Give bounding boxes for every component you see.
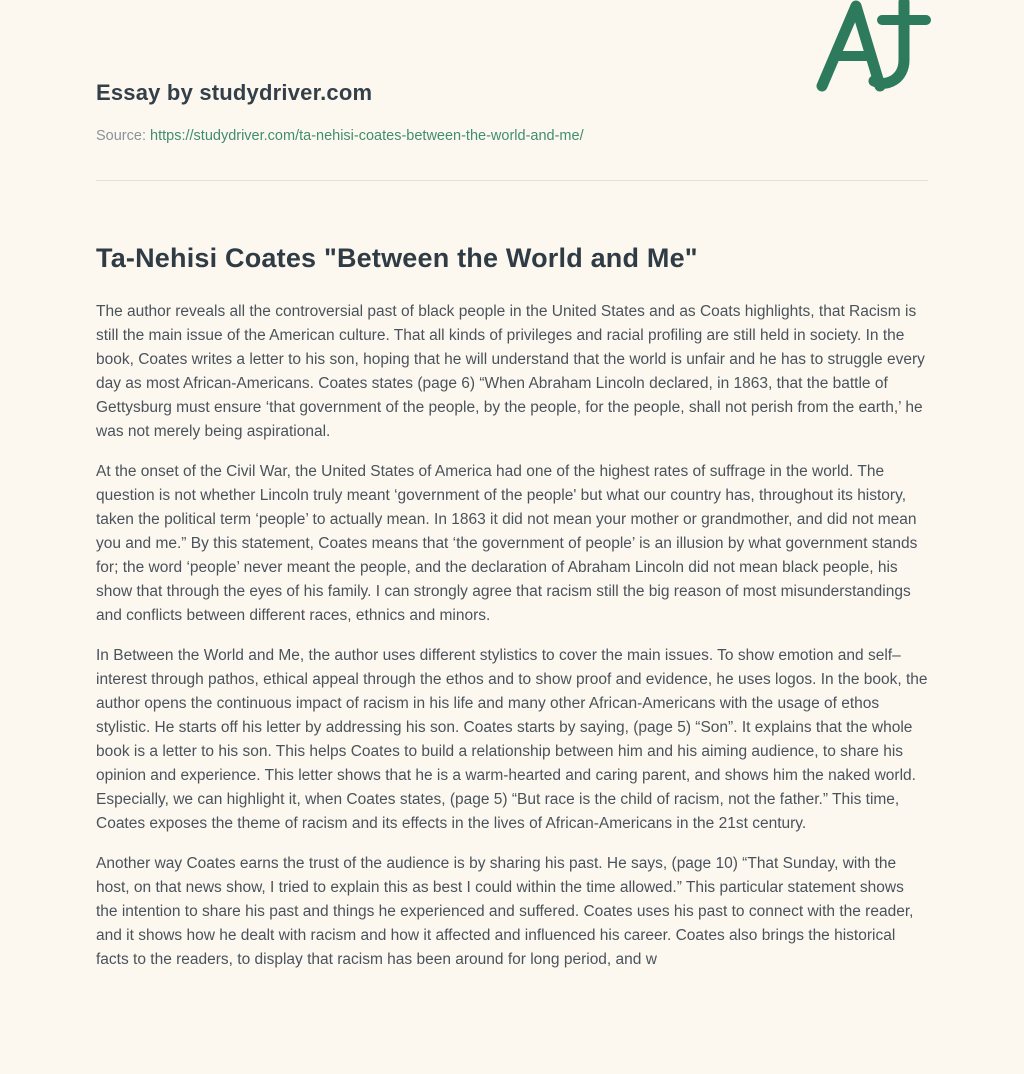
paragraph-2: At the onset of the Civil War, the United States of America had one of the highest rates of suffrage in the world. The question is not whether Lincoln truly meant ‘government of the people' but what our country has, throughout its history, taken the political term ‘people’ to actually mean. In 1863 it did not mean your mother or grandmother, and did not mean you and me.” By this statement, Coates means that ‘the government of people’ is an illusion by what government stands for; the word ‘people’ never meant the people, and the declaration of Abraham Lincoln did not mean black people, his show that through the eyes of his family. I can strongly agree that racism still the big reason of most misunderstandings and conflicts between different races, ethnics and minors. bbox=[96, 463, 918, 624]
site-title: Essay by studydriver.com bbox=[96, 80, 373, 105]
source-label: Source: bbox=[96, 128, 146, 144]
source-url-link[interactable]: https://studydriver.com/ta-nehisi-coates-between-the-world-and-me/ bbox=[150, 128, 584, 144]
article-body bbox=[96, 300, 928, 972]
page-header bbox=[96, 0, 928, 144]
studydriver-logo bbox=[814, 0, 932, 92]
article-title: Ta-Nehisi Coates "Between the World and Me" bbox=[96, 243, 698, 273]
source-line bbox=[96, 128, 928, 144]
paragraph-1: The author reveals all the controversial past of black people in the United States and as Coats highlights, that Racism is still the main issue of the American culture. That all kinds of privileges and racial profiling are still held in society. In the book, Coates writes a letter to his son, hoping that he will understand that the world is unfair and he has to struggle every day as most African-Americans. Coates states (page 6) “When Abraham Lincoln declared, in 1863, that the battle of Gettysburg must ensure ‘that government of the people, by the people, for the people, shall not perish from the earth,’ he was not merely being aspirational. bbox=[96, 303, 925, 440]
studydriver-logo-icon bbox=[814, 0, 932, 92]
paragraph-3: In Between the World and Me, the author uses different stylistics to cover the main issues. To show emotion and self–interest through pathos, ethical appeal through the ethos and to show proof and evidence, he uses logos. In the book, the author opens the continuous impact of racism in his life and many other African-Americans with the usage of ethos stylistic. He starts off his letter by addressing his son. Coates starts by saying, (page 5) “Son”. It explains that the whole book is a letter to his son. This helps Coates to build a relationship between him and his aiming audience, to share his opinion and experience. This letter shows that he is a warm-hearted and caring parent, and shows him the naked world. Especially, we can highlight it, when Coates states, (page 5) “But race is the child of racism, not the father.” This time, Coates exposes the theme of racism and its effects in the lives of African-Americans in the 21st century. bbox=[96, 647, 928, 832]
paragraph-4: Another way Coates earns the trust of the audience is by sharing his past. He says, (page 10) “That Sunday, with the host, on that news show, I tried to explain this as best I could within the time allowed.” This particular statement shows the intention to share his past and things he experienced and suffered. Coates uses his past to connect with the reader, and it shows how he dealt with racism and how it affected and influenced his career. Coates also brings the historical facts to the readers, to display that racism has been around for long period, and w bbox=[96, 855, 914, 968]
header-divider bbox=[96, 180, 928, 181]
